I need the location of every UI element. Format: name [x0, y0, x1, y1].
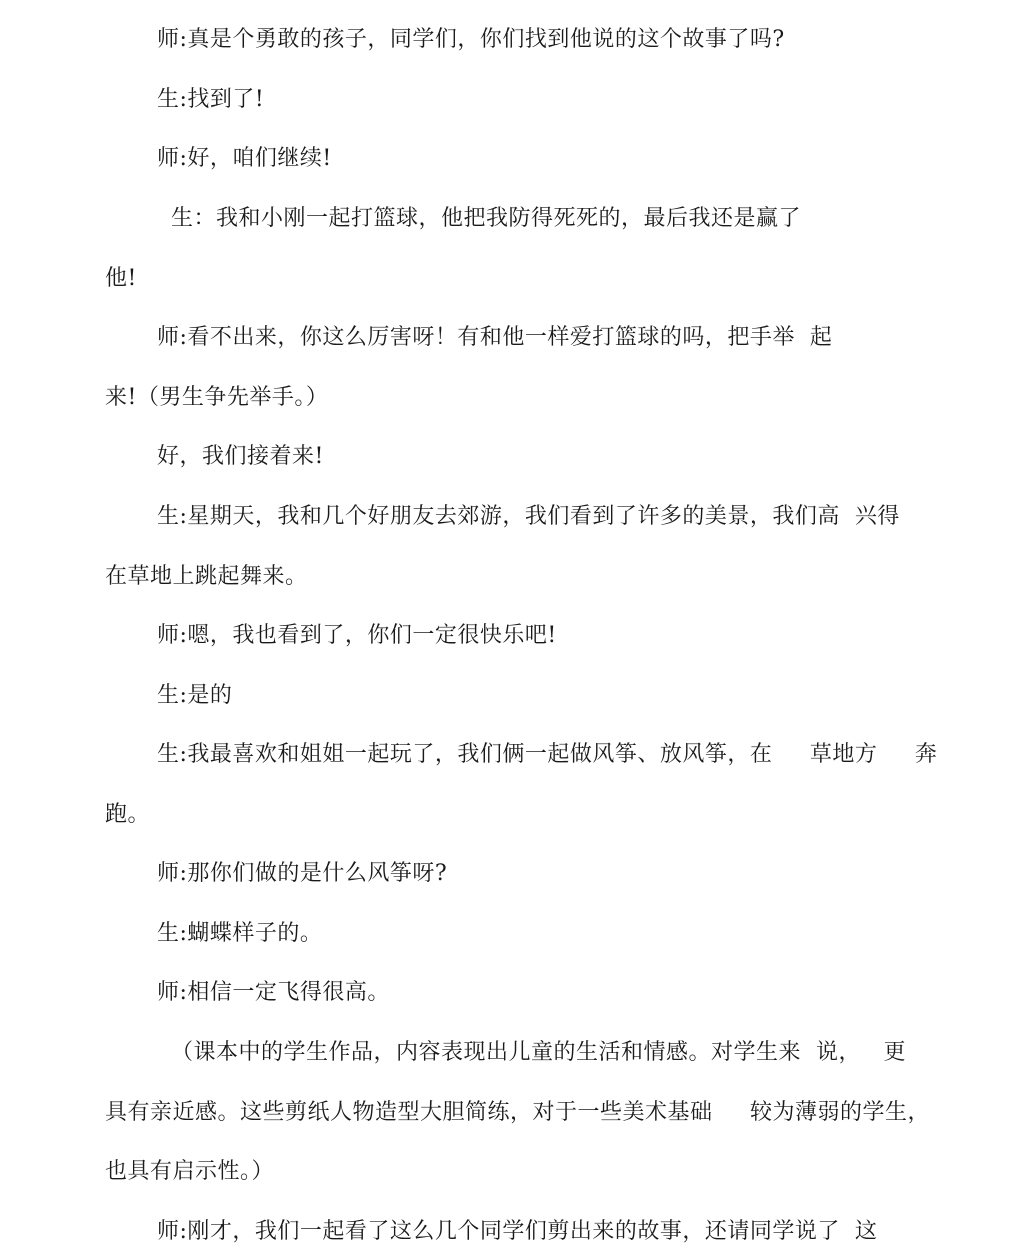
- text-line: 师:那你们做的是什么风筝呀?: [157, 861, 448, 886]
- text-line: 生:我最喜欢和姐姐一起玩了，我们俩一起做风筝、放风筝，在 草地方 奔: [157, 742, 938, 767]
- text-line: 生:是的: [157, 683, 233, 708]
- text-line: 在草地上跳起舞来。: [105, 564, 308, 589]
- text-line: 师:看不出来，你这么厉害呀！有和他一样爱打篮球的吗，把手举 起: [157, 325, 833, 350]
- text-line: 生:蝴蝶样子的。: [157, 921, 323, 946]
- text-line: 他!: [105, 266, 137, 291]
- text-line: 生：我和小刚一起打篮球，他把我防得死死的，最后我还是赢了: [171, 206, 802, 231]
- text-line: 生:找到了!: [157, 87, 265, 112]
- text-line: 师:真是个勇敢的孩子，同学们，你们找到他说的这个故事了吗?: [157, 27, 785, 52]
- text-line: 师:好，咱们继续!: [157, 146, 332, 171]
- text-line: 好，我们接着来!: [157, 444, 324, 469]
- text-line: 师:相信一定飞得很高。: [157, 980, 390, 1005]
- text-line: 师:刚才，我们一起看了这么几个同学们剪出来的故事，还请同学说了 这: [157, 1219, 878, 1244]
- text-line: 来!（男生争先举手。）: [105, 385, 329, 410]
- text-line: 也具有启示性。）: [105, 1159, 275, 1184]
- text-line: 具有亲近感。这些剪纸人物造型大胆简练，对于一些美术基础 较为薄弱的学生，: [105, 1100, 930, 1125]
- text-line: 生:星期天，我和几个好朋友去郊游，我们看到了许多的美景，我们高 兴得: [157, 504, 900, 529]
- text-line: （课本中的学生作品，内容表现出儿童的生活和情感。对学生来 说， 更: [171, 1040, 906, 1065]
- text-line: 师:嗯，我也看到了，你们一定很快乐吧!: [157, 623, 557, 648]
- text-line: 跑。: [105, 802, 151, 827]
